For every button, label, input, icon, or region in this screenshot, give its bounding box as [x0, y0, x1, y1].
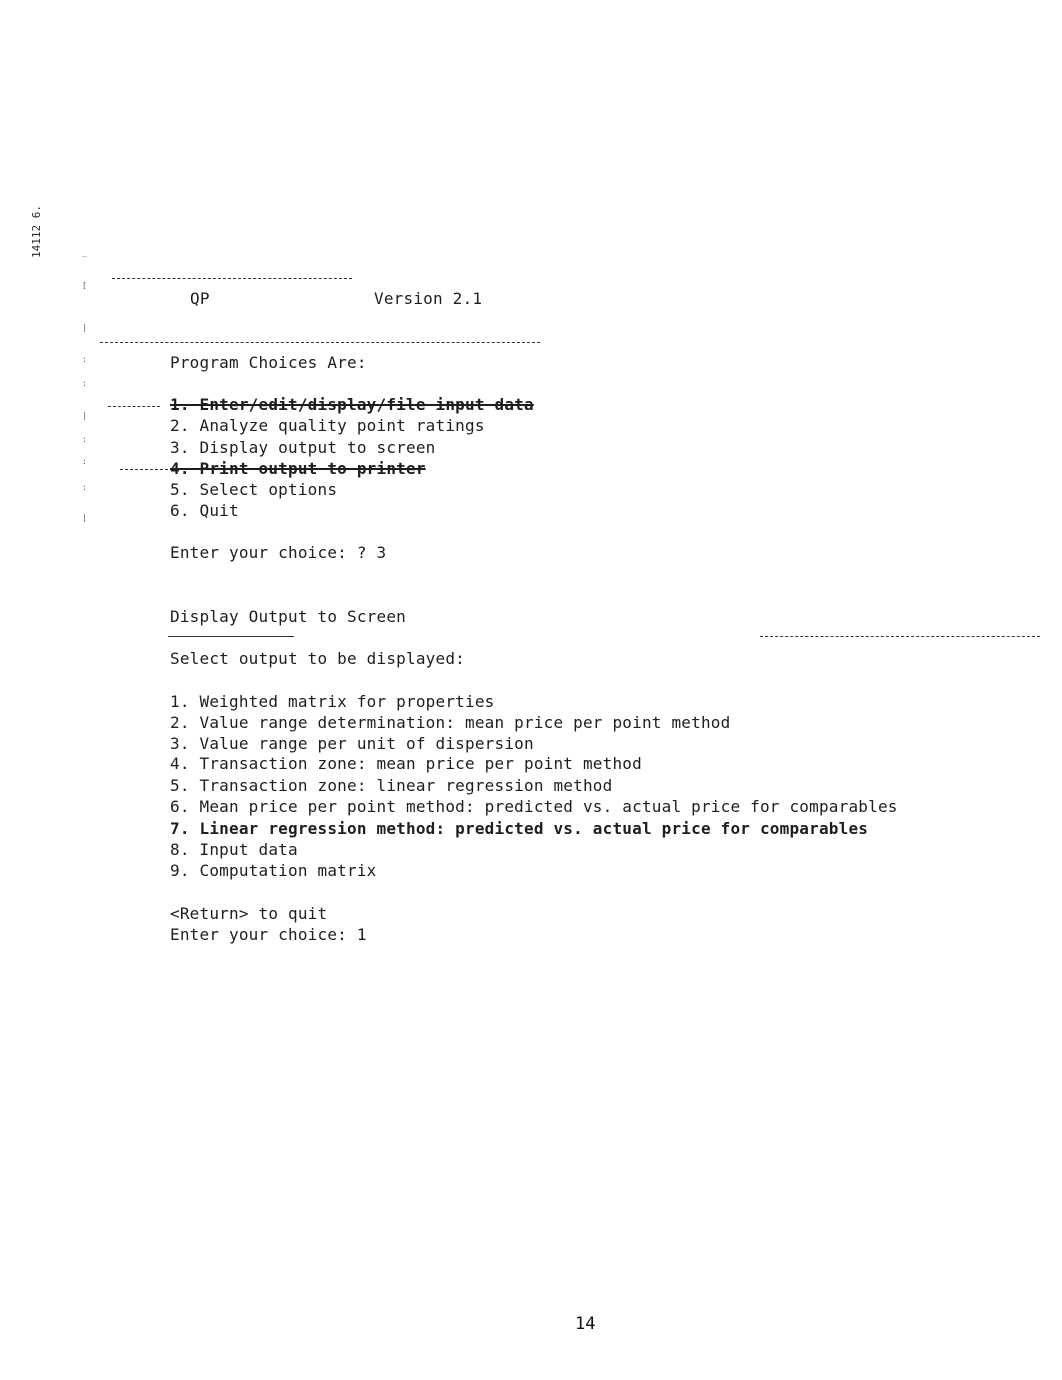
display-menu-item-7[interactable]: 7. Linear regression method: predicted vs. actual price for comparables	[170, 819, 869, 838]
display-menu-item-5[interactable]: 5. Transaction zone: linear regression method	[170, 776, 613, 795]
main-menu-title: Program Choices Are:	[170, 353, 367, 372]
page-number: 14	[575, 1314, 596, 1334]
rule-right-display-title	[760, 636, 1040, 637]
rule-item1-lead	[108, 406, 160, 407]
main-menu-item-4[interactable]: 4. Print output to printer	[170, 459, 426, 478]
rule-under-display-title	[168, 636, 294, 637]
main-menu-item-1[interactable]: 1. Enter/edit/display/file input data	[170, 395, 534, 414]
display-menu-subtitle: Select output to be displayed:	[170, 649, 465, 668]
main-menu-prompt[interactable]: Enter your choice: ? 3	[170, 543, 387, 562]
main-menu-item-6[interactable]: 6. Quit	[170, 501, 239, 520]
main-menu-item-5[interactable]: 5. Select options	[170, 480, 338, 499]
display-menu-title: Display Output to Screen	[170, 607, 406, 626]
margin-document-id: 14112 6.	[30, 205, 43, 258]
main-menu-item-2[interactable]: 2. Analyze quality point ratings	[170, 416, 485, 435]
display-menu-item-3[interactable]: 3. Value range per unit of dispersion	[170, 734, 534, 753]
display-menu-item-6[interactable]: 6. Mean price per point method: predicted vs. actual price for comparables	[170, 797, 898, 816]
display-menu-prompt[interactable]: Enter your choice: 1	[170, 925, 367, 944]
display-menu-item-1[interactable]: 1. Weighted matrix for properties	[170, 692, 495, 711]
rule-top-header	[112, 278, 352, 279]
return-hint: <Return> to quit	[170, 904, 328, 923]
display-menu-item-8[interactable]: 8. Input data	[170, 840, 298, 859]
rule-item4-lead	[120, 469, 168, 470]
rule-under-header	[100, 342, 540, 343]
version-label: Version 2.1	[374, 289, 483, 308]
program-name: QP	[190, 289, 210, 308]
margin-tick-marks: ‾ [ | : : | : : : |	[82, 255, 87, 522]
main-menu-item-3[interactable]: 3. Display output to screen	[170, 438, 436, 457]
display-menu-item-2[interactable]: 2. Value range determination: mean price per point method	[170, 713, 731, 732]
display-menu-item-4[interactable]: 4. Transaction zone: mean price per point method	[170, 754, 642, 773]
display-menu-item-9[interactable]: 9. Computation matrix	[170, 861, 377, 880]
